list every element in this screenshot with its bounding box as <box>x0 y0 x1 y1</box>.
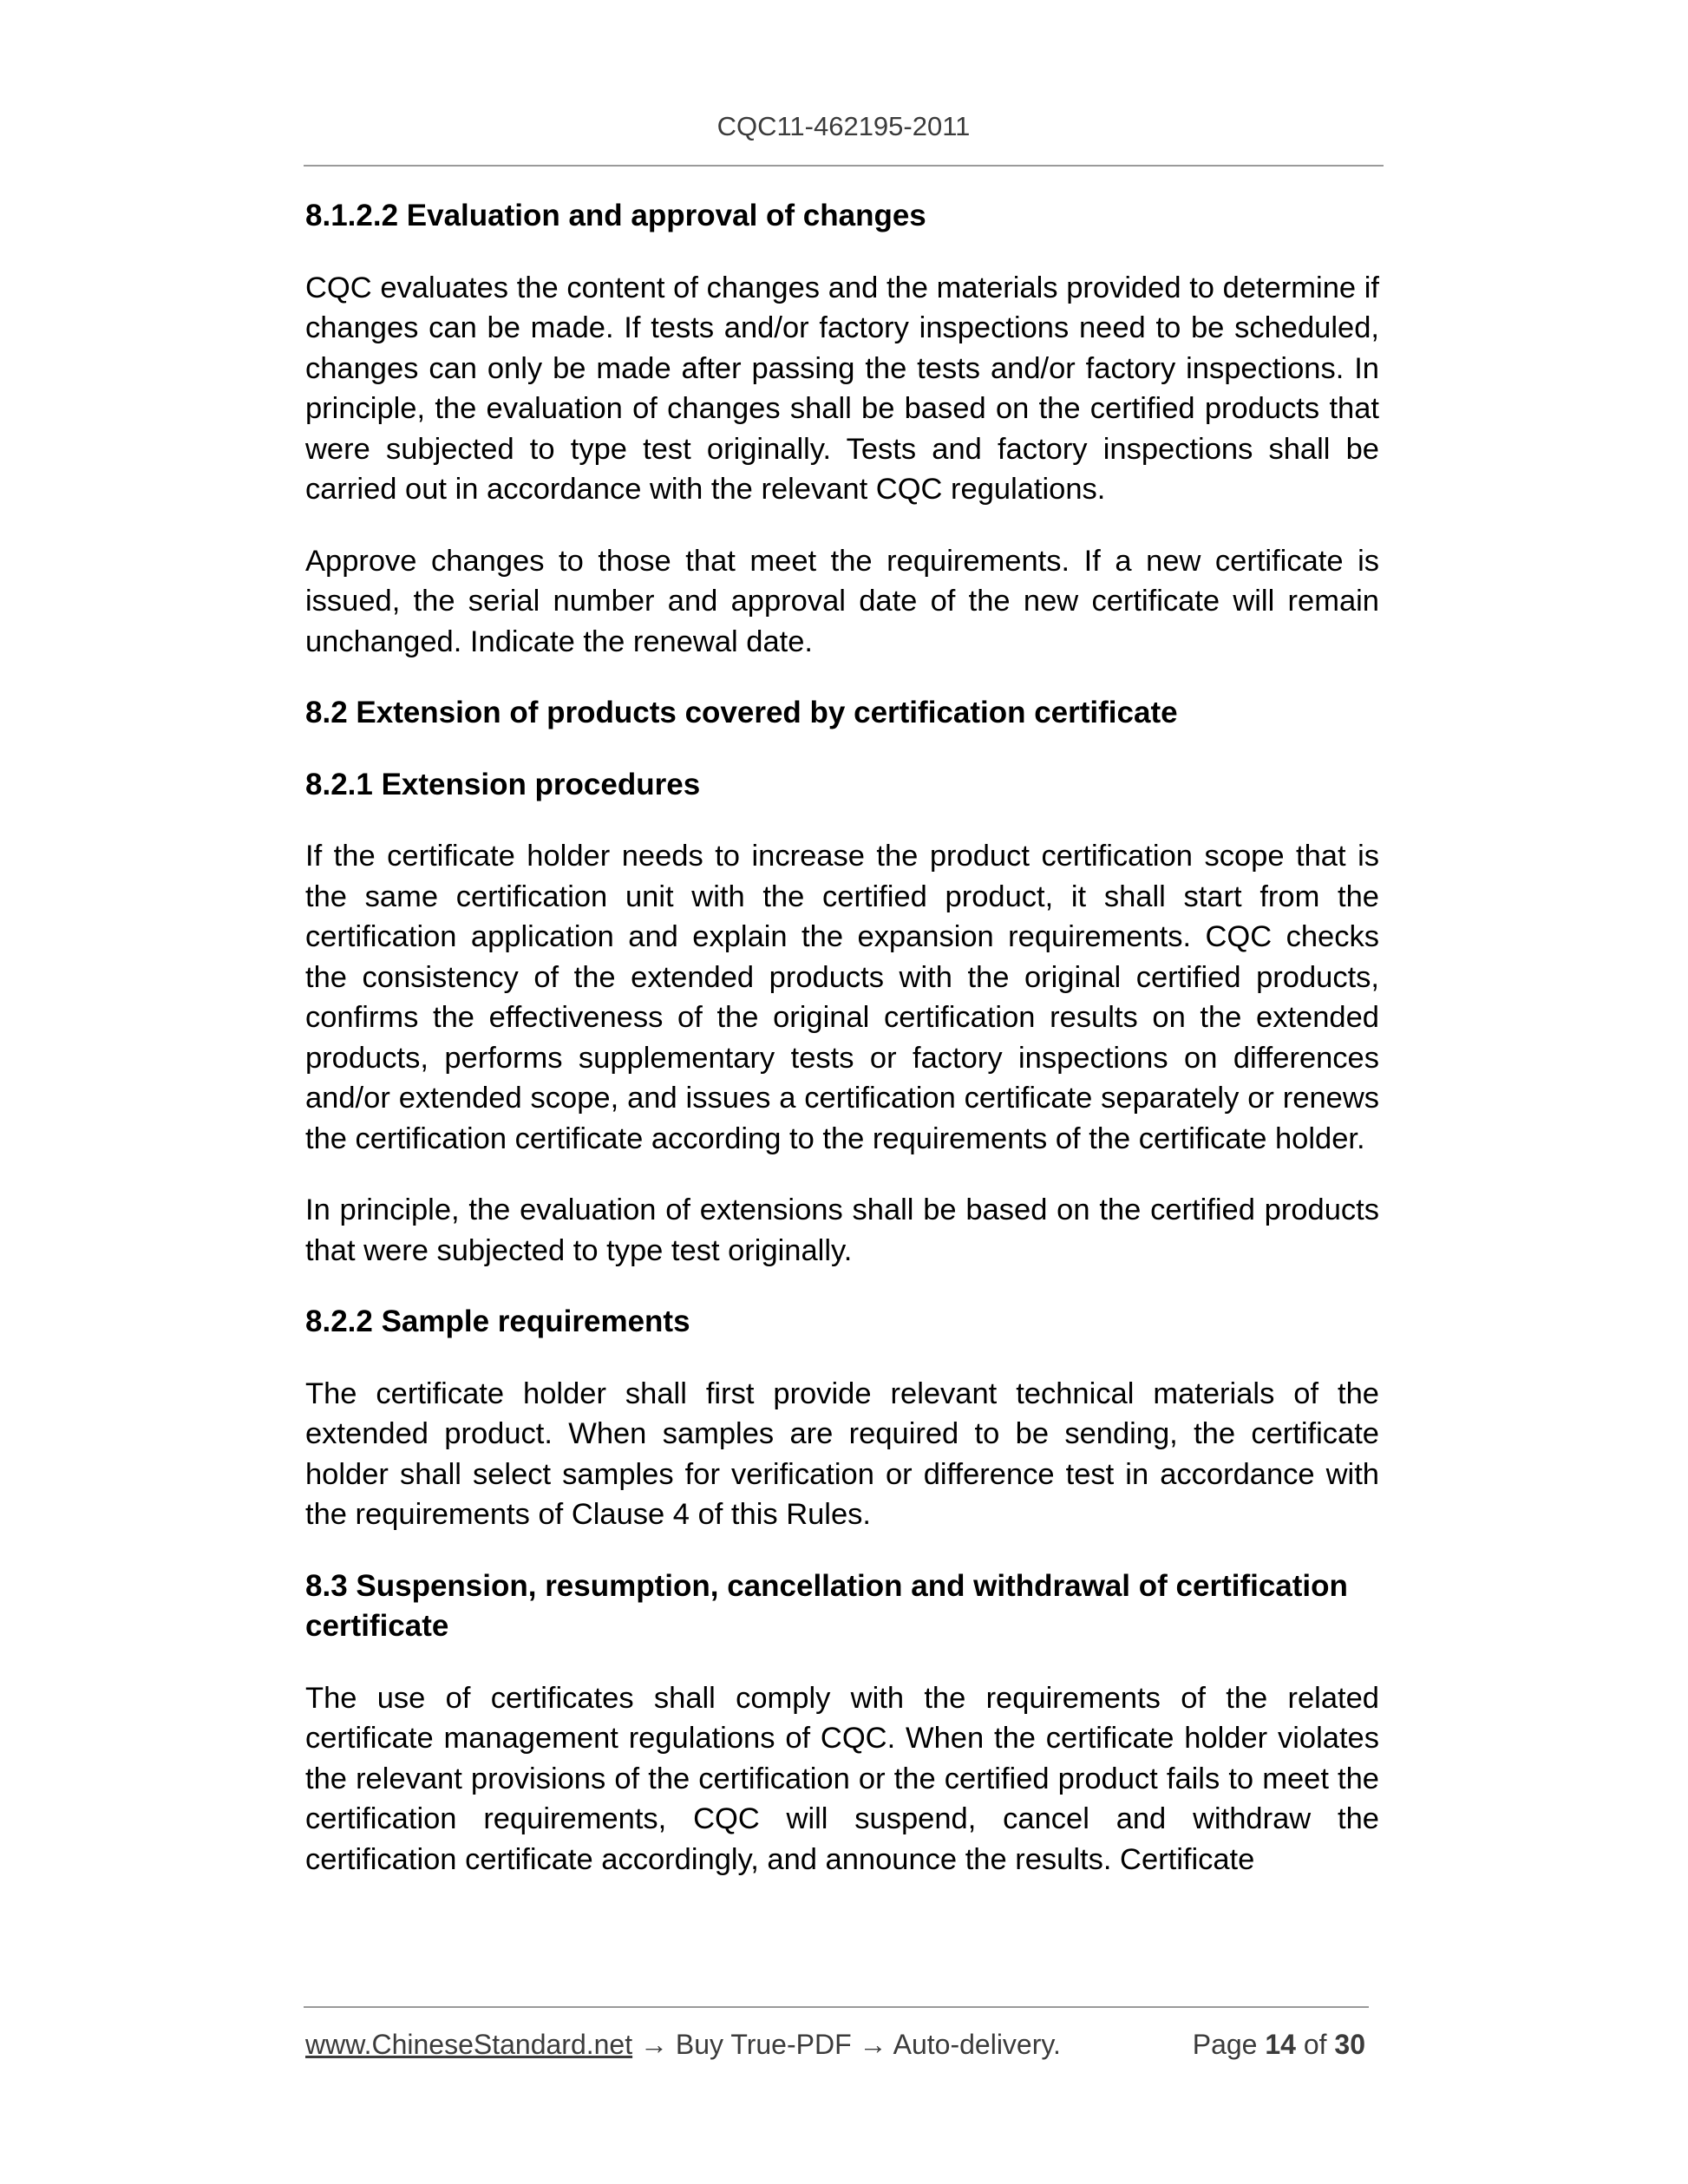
document-code-header: CQC11-462195-2011 <box>716 111 971 141</box>
paragraph: In principle, the evaluation of extensions shall be based on the certified products that were subjected to type test originally. <box>305 1193 1379 1267</box>
buy-pdf-text: Buy True-PDF <box>675 2029 852 2060</box>
section-heading-8-2-2: 8.2.2 Sample requirements <box>305 1305 690 1338</box>
section-heading-8-2: 8.2 Extension of products covered by certification certificate <box>305 696 1178 729</box>
paragraph: CQC evaluates the content of changes and the materials provided to determine if changes can be made. If tests and/or factory inspections need to be scheduled, changes can only be made after passing the tests and/or factory inspections. In principle, the evaluation of changes shall be based on the certified products that were subjected to type test originally. Tests and factory inspections shall be carried out in accordance with the relevant CQC regulations. <box>305 271 1379 506</box>
arrow-right-icon: → <box>632 2029 676 2060</box>
paragraph: If the certificate holder needs to increase the product certification scope that is the same certification unit with the certified product, it shall start from the certification application and explain the expansion requirements. CQC checks the consistency of the extended products with the original certified products, confirms the effectiveness of the original certification results on the extended products, performs supplementary tests or factory inspections on differences and/or extended scope, and issues a certification certificate separately or renews the certification certificate according to the requirements of the certificate holder. <box>305 840 1379 1155</box>
auto-delivery-text: Auto-delivery. <box>893 2029 1061 2060</box>
paragraph: The certificate holder shall first provide relevant technical materials of the extended product. When samples are required to be sending, the certificate holder shall select samples for verification or difference test in accordance with the requirements of Clause 4 of this Rules. <box>305 1376 1379 1531</box>
paragraph: Approve changes to those that meet the requirements. If a new certificate is issued, the serial number and approval date of the new certificate will remain unchanged. Indicate the renewal date. <box>305 544 1379 658</box>
paragraph: The use of certificates shall comply with the requirements of the related certificate management regulations of CQC. When the certificate holder violates the relevant provisions of the certification or the certified product fails to meet the certification requirements, CQC will suspend, cancel and withdraw the certification certificate accordingly, and announce the results. Certificate <box>305 1681 1379 1876</box>
page-of-label: of <box>1303 2029 1327 2060</box>
page-label: Page <box>1192 2029 1258 2060</box>
header-divider <box>304 165 1384 167</box>
site-link[interactable]: www.ChineseStandard.net <box>305 2029 633 2060</box>
footer-promo <box>305 2027 1061 2062</box>
page-total: 30 <box>1334 2029 1365 2060</box>
footer-divider <box>304 2006 1369 2008</box>
page-number <box>1193 2027 1365 2062</box>
document-body <box>305 196 1379 1880</box>
section-heading-8-1-2-2: 8.1.2.2 Evaluation and approval of changes <box>305 199 926 232</box>
section-heading-8-3: 8.3 Suspension, resumption, cancellation and withdrawal of certification certificate <box>305 1568 1348 1643</box>
page-current: 14 <box>1265 2029 1296 2060</box>
section-heading-8-2-1: 8.2.1 Extension procedures <box>305 767 701 801</box>
arrow-right-icon: → <box>851 2029 893 2060</box>
